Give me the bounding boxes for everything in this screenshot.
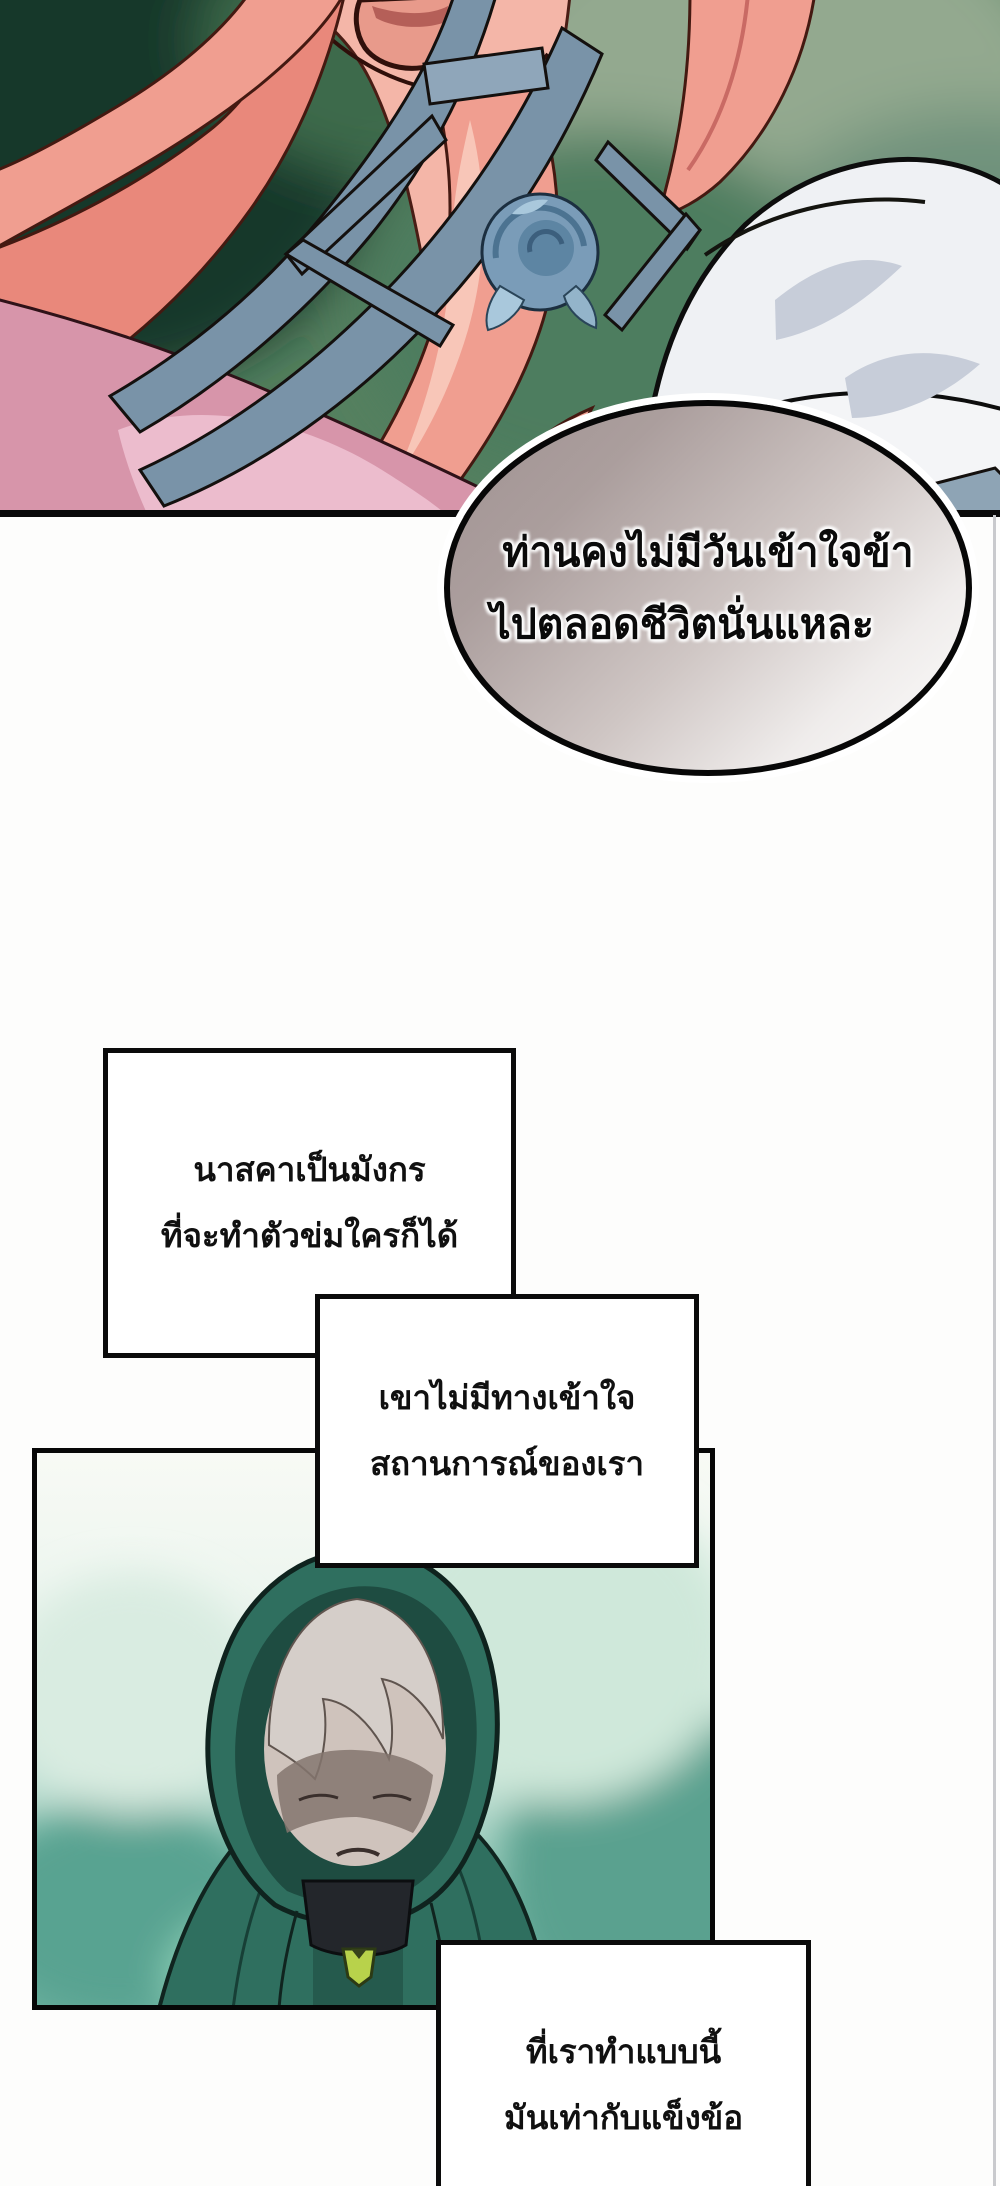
speech-bubble: [444, 400, 972, 776]
narration-3-line-1: ที่เราทำแบบนี้: [525, 2033, 722, 2070]
narration-1-line-1: นาสคาเป็นมังกร: [193, 1151, 426, 1188]
page-right-edge-line: [993, 515, 996, 2186]
bubble-text-line-1: ท่านคงไม่มีวันเข้าใจข้า: [502, 529, 914, 575]
narration-2-line-2: สถานการณ์ของเรา: [369, 1445, 645, 1482]
rose-ornament: [482, 194, 598, 330]
narration-1-line-2: ที่จะทำตัวข่มใครก็ได้: [160, 1217, 459, 1254]
bubble-text-line-2: ไปตลอดชีวิตนั่นแหละ: [490, 601, 874, 647]
narration-box-3: [436, 1940, 811, 2186]
narration-3-line-2: มันเท่ากับแข็งข้อ: [503, 2099, 744, 2136]
narration-2-line-1: เขาไม่มีทางเข้าใจ: [378, 1379, 636, 1416]
narration-box-2: [315, 1294, 699, 1568]
dark-collar: [303, 1881, 413, 1956]
